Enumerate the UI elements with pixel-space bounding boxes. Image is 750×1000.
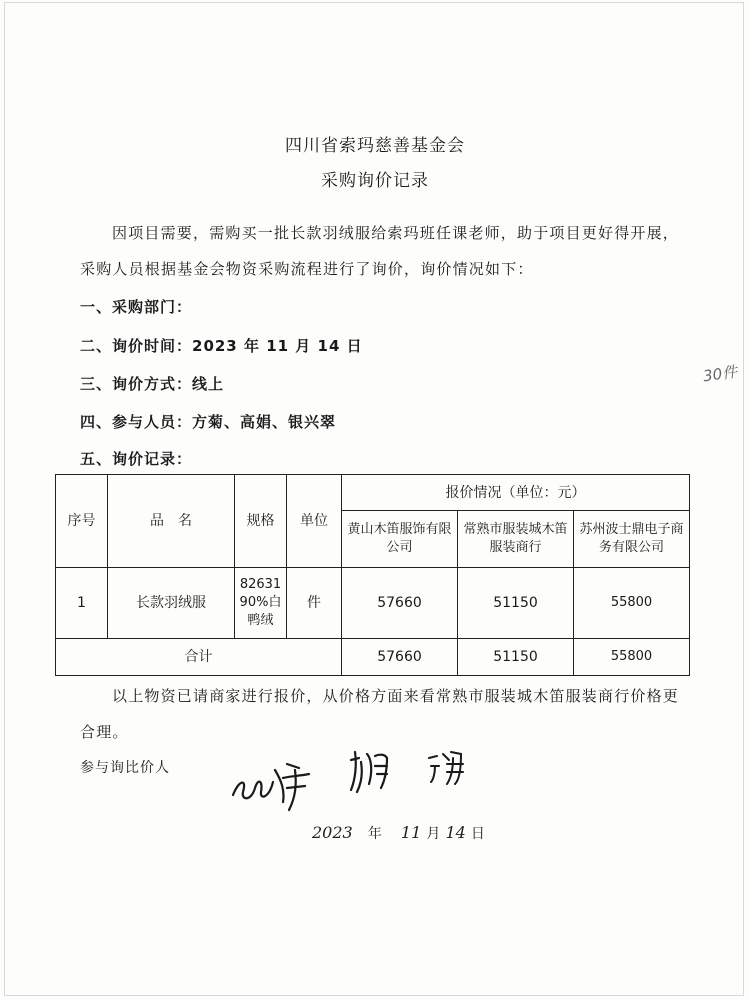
cell-spec-line: 90%白 xyxy=(239,595,282,610)
intro-paragraph: 因项目需要，需购买一批长款羽绒服给索玛班任课老师，助于项目更好得开展，采购人员根据基金会物资采购流程进行了询价，询价情况如下： xyxy=(80,224,680,278)
org-title: 四川省索玛慈善基金会 xyxy=(285,136,465,156)
table-total-row xyxy=(56,639,690,676)
header-vendor-2: 常熟市服装城木笛服装商行 xyxy=(458,511,574,568)
header-seq: 序号 xyxy=(56,475,108,568)
date-month-label: 月 xyxy=(426,826,441,842)
table-row xyxy=(56,568,690,639)
inquiry-table xyxy=(55,474,690,676)
cell-spec xyxy=(235,568,287,639)
section-dept: 一、采购部门： xyxy=(80,298,193,316)
cell-unit: 件 xyxy=(287,568,342,639)
cell-name: 长款羽绒服 xyxy=(108,568,235,639)
date-month: 11 xyxy=(400,823,422,842)
header-vendor-1: 黄山木笛服饰有限公司 xyxy=(342,511,458,568)
cell-spec-line: 82631 xyxy=(239,577,282,592)
header-quote-group: 报价情况（单位：元） xyxy=(342,475,690,511)
signature-3 xyxy=(425,740,475,795)
date-day: 14 xyxy=(445,823,466,842)
section-record: 五、询价记录： xyxy=(80,450,193,468)
date-year: 2023 xyxy=(312,823,353,842)
total-label: 合计 xyxy=(56,639,342,676)
total-price-1: 57660 xyxy=(342,639,458,676)
section-time: 二、询价时间：2023 年 11 月 14 日 xyxy=(80,337,363,355)
signature-1 xyxy=(225,740,325,815)
margin-handwritten-note: 30件 xyxy=(701,362,739,386)
sign-date xyxy=(312,823,485,843)
date-year-label: 年 xyxy=(367,826,382,842)
cell-seq: 1 xyxy=(56,568,108,639)
cell-spec-line: 鸭绒 xyxy=(247,613,274,628)
signer-label: 参与询比价人 xyxy=(80,760,170,776)
section-method: 三、询价方式：线上 xyxy=(80,375,225,393)
header-name: 品 名 xyxy=(108,475,235,568)
total-price-3: 55800 xyxy=(574,639,690,676)
section-people: 四、参与人员：方菊、高娟、银兴翠 xyxy=(80,413,337,431)
conclusion-paragraph: 以上物资已请商家进行报价，从价格方面来看常熟市服装城木笛服装商行价格更合理。 xyxy=(80,687,680,741)
table-header-row xyxy=(56,475,690,511)
signature-2 xyxy=(345,740,405,800)
header-spec: 规格 xyxy=(235,475,287,568)
total-price-2: 51150 xyxy=(458,639,574,676)
cell-price-2: 51150 xyxy=(458,568,574,639)
date-day-label: 日 xyxy=(470,826,485,842)
cell-price-3: 55800 xyxy=(574,568,690,639)
document-title: 采购询价记录 xyxy=(321,171,429,191)
cell-price-1: 57660 xyxy=(342,568,458,639)
header-unit: 单位 xyxy=(287,475,342,568)
header-vendor-3: 苏州波士鼎电子商务有限公司 xyxy=(574,511,690,568)
